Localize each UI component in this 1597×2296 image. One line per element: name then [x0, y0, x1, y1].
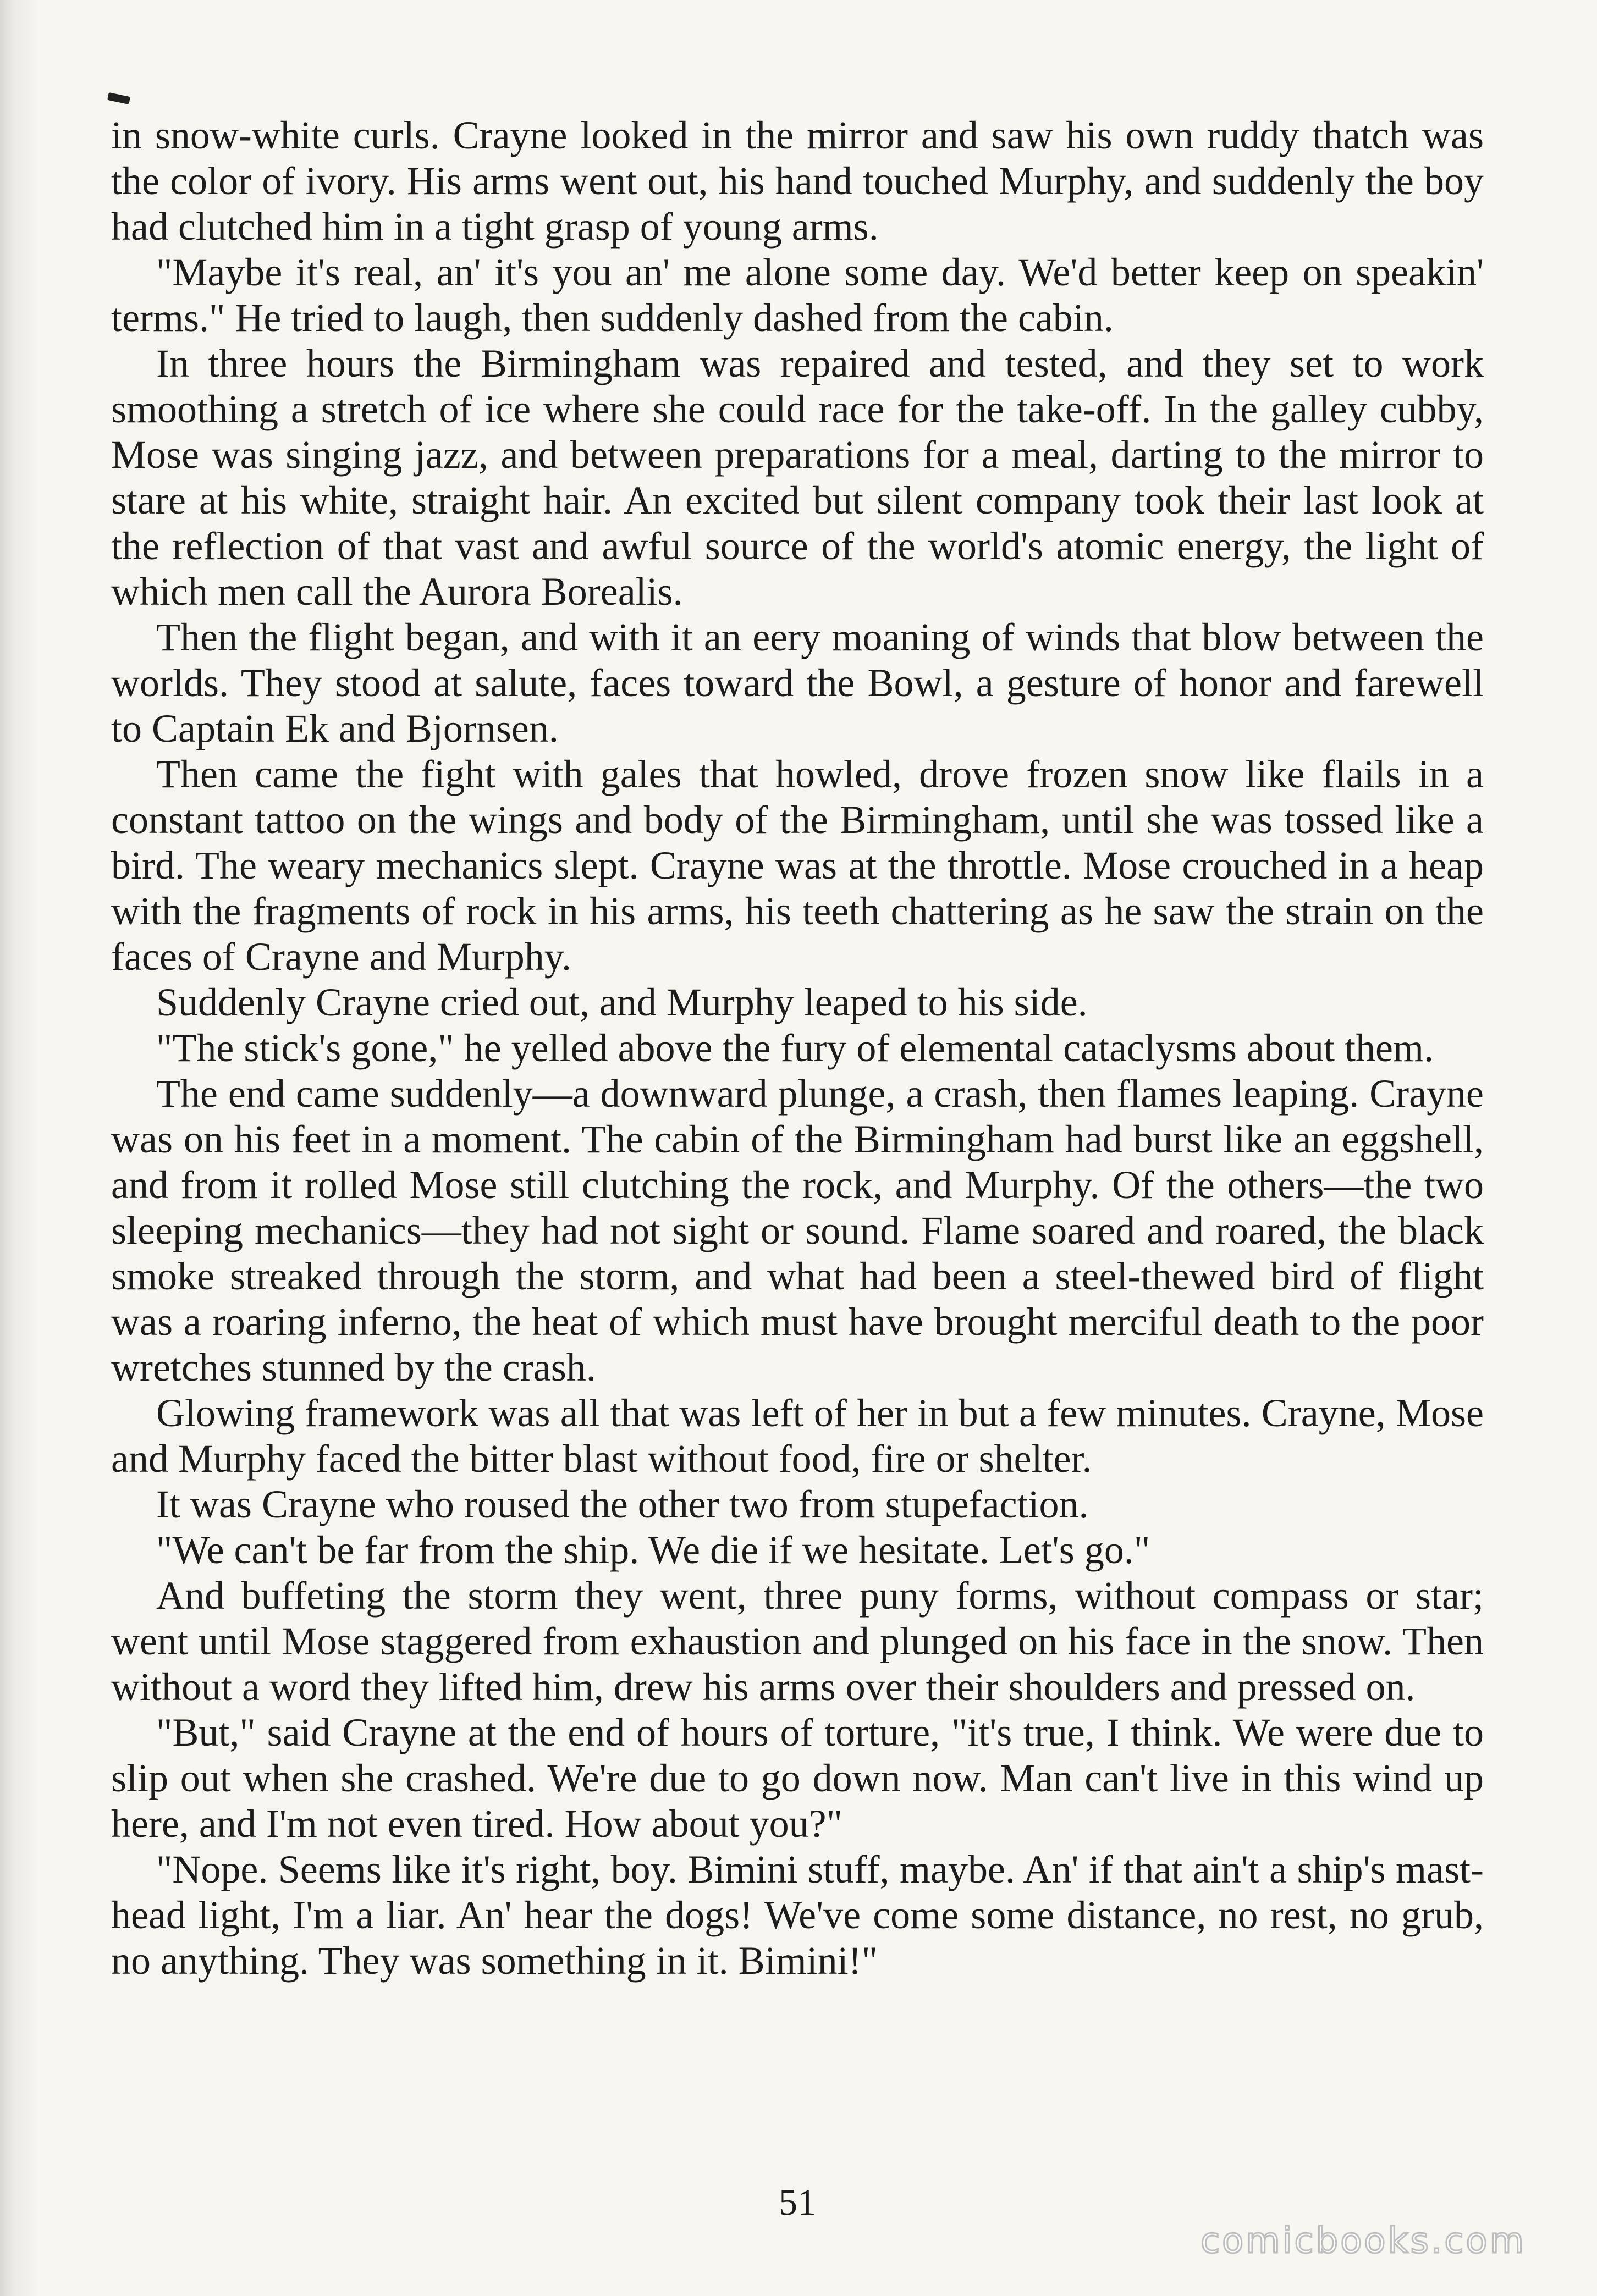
paragraph: "The stick's gone," he yelled above the fury of elemental cataclysms about them. [156, 1026, 1434, 1070]
paragraph: "But," said Crayne at the end of hours of torture, "it's true, I think. We were due to slip out when she crashed. We're due to go down now. Man can't live in this wind up here, and I'm not even tired. How about you?" [111, 1710, 1484, 1846]
paragraph: In three hours the Birmingham was repaired and tested, and they set to work smoothing a stretch of ice where she could race for the take-off. In the galley cubby, Mose was singing jazz, and between preparations for a meal, darting to the mirror to stare at his white, straight hair. An excited but silent company took their last look at the reflection of that vast and awful source of the world's atomic energy, the light of which men call the Aurora Borealis. [111, 341, 1484, 614]
paragraph: The end came suddenly—a downward plunge, a crash, then flames leaping. Crayne was on his feet in a moment. The cabin of the Birmingham had burst like an eggshell, and from it rolled Mose still clutching the rock, and Murphy. Of the others—the two sleeping mechanics—they had not sight or sound. Flame soared and roared, the black smoke streaked through the storm, and what had been a steel-thewed bird of flight was a roaring inferno, the heat of which must have brought merciful death to the poor wretches stunned by the crash. [111, 1072, 1484, 1389]
paragraph: "Maybe it's real, an' it's you an' me alone some day. We'd better keep on speakin' terms." He tried to laugh, then suddenly dashed from the cabin. [111, 250, 1484, 340]
paragraph: Glowing framework was all that was left of her in but a few minutes. Crayne, Mose and Murphy faced the bitter blast without food, fire or shelter. [111, 1391, 1484, 1481]
paragraph: Then came the fight with gales that howled, drove frozen snow like flails in a constant tattoo on the wings and body of the Birmingham, until she was tossed like a bird. The weary mechanics slept. Crayne was at the throttle. Mose crouched in a heap with the fragments of rock in his arms, his teeth chattering as he saw the strain on the faces of Crayne and Murphy. [111, 752, 1484, 979]
page-number: 51 [779, 2181, 816, 2223]
ink-mark [107, 92, 130, 104]
paragraph: Then the flight began, and with it an eery moaning of winds that blow between the worlds. They stood at salute, faces toward the Bowl, a gesture of honor and farewell to Captain Ek and Bjornsen. [111, 615, 1484, 750]
watermark: comicbooks.com [1200, 2221, 1526, 2261]
paragraph: Suddenly Crayne cried out, and Murphy leaped to his side. [156, 980, 1088, 1024]
paragraph: "We can't be far from the ship. We die if we hesitate. Let's go." [156, 1528, 1150, 1572]
story-text [111, 113, 1484, 1984]
paragraph: It was Crayne who roused the other two from stupefaction. [156, 1482, 1089, 1526]
paragraph: "Nope. Seems like it's right, boy. Bimini stuff, maybe. An' if that ain't a ship's mast-head light, I'm a liar. An' hear the dogs! We've come some distance, no rest, no grub, no anything. They was something in it. Bimini!" [111, 1847, 1484, 1983]
paragraph: in snow-white curls. Crayne looked in the mirror and saw his own ruddy thatch was the color of ivory. His arms went out, his hand touched Murphy, and suddenly the boy had clutched him in a tight grasp of young arms. [111, 113, 1484, 249]
paragraph: And buffeting the storm they went, three puny forms, without compass or star; went until Mose staggered from exhaustion and plunged on his face in the snow. Then without a word they lifted him, drew his arms over their shoulders and pressed on. [111, 1574, 1484, 1709]
